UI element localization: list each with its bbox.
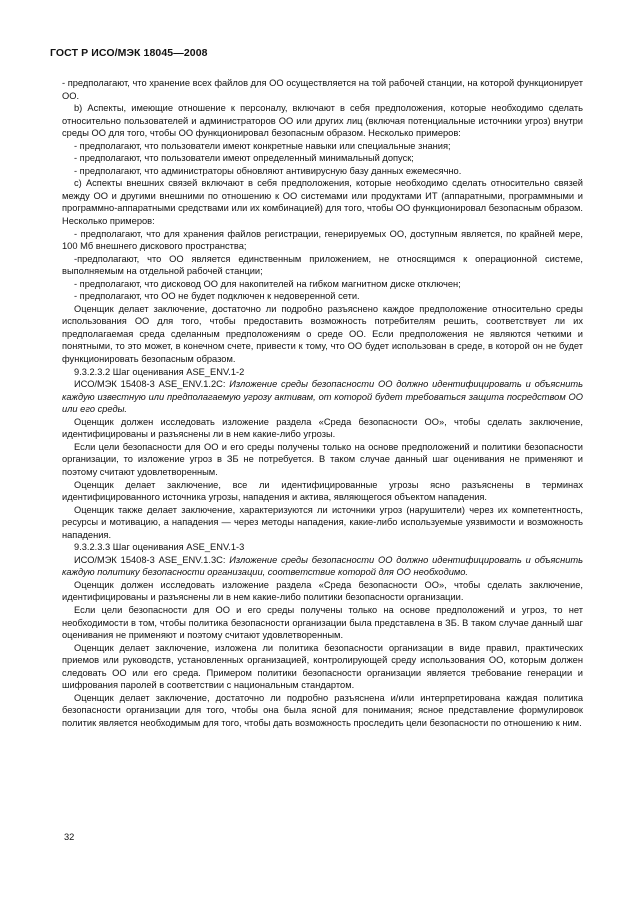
- paragraph: Если цели безопасности для ОО и его среды получены только на основе предположений и угроз, то нет необходимости в том, чтобы политика безопасности организации была представлена в ЗБ. В таком случае данный шаг оценивания не применяют и поэтому считают удовлетворенным.: [62, 604, 583, 641]
- paragraph: Оценщик должен исследовать изложение раздела «Среда безопасности ОО», чтобы сделать заключение, идентифицированы и разъяснены ли в нем какие-либо политики безопасности организации.: [62, 579, 583, 603]
- paragraph: Оценщик делает заключение, достаточно ли подробно разъяснено каждое предположение относительно среды использования ОО для того, чтобы предоставить возможность потребителям решить, соответствует ли их предполагаемая среда сделанным предположениям о среде ОО. Если предположения не являются четкими и понятными, то это может, в конечном счете, привести к тому, что ОО будет использован в среде, в которой он не будет функционировать безопасным образом.: [62, 303, 583, 365]
- paragraph: Оценщик также делает заключение, характеризуются ли источники угроз (нарушители) через их компетентность, ресурсы и мотивацию, а нападения — через методы нападения, какие-либо используемые уязвимости и возможность нападения.: [62, 504, 583, 540]
- paragraph: Если цели безопасности для ОО и его среды получены только на основе предположений и политики безопасности организации, то изложение угроз в ЗБ не потребуется. В таком случае данный шаг оценивания не применяют и поэтому считают удовлетворенным.: [62, 441, 583, 477]
- requirement-ref: ИСО/МЭК 15408-3 ASE_ENV.1.3С:: [74, 554, 230, 565]
- section-heading: 9.3.2.3.2 Шаг оценивания ASE_ENV.1-2: [74, 366, 245, 377]
- list-item: -предполагают, что ОО является единственным приложением, не относящимся к операционной системе, выполняемым на отдельной рабочей станции;: [62, 253, 583, 277]
- page-number: 32: [64, 832, 75, 842]
- paragraph: b) Аспекты, имеющие отношение к персоналу, включают в себя предположения, которые необходимо сделать относительно пользователей и администраторов ОО или других лиц (включая потенциальные источники угроз) внутри среды ОО для того, чтобы ОО функционировал безопасным образом. Несколько примеров:: [62, 103, 583, 139]
- requirement-text: Изложение среды безопасности ОО должно идентифицировать и объяснить каждую политику безопасности организации, соответствие которой для ОО необходимо.: [62, 554, 583, 578]
- list-item: - предполагают, что пользователи имеют конкретные навыки или специальные знания;: [74, 140, 451, 151]
- paragraph: Оценщик должен исследовать изложение раздела «Среда безопасности ОО», чтобы сделать заключение, идентифицированы и разъяснены ли в нем какие-либо угрозы.: [62, 416, 583, 440]
- list-item: - предполагают, что дисковод ОО для накопителей на гибком магнитном диске отключен;: [74, 278, 461, 289]
- paragraph: - предполагают, что хранение всех файлов для ОО осуществляется на той рабочей станции, на которой функционирует ОО.: [62, 78, 583, 101]
- section-heading: 9.3.2.3.3 Шаг оценивания ASE_ENV.1-3: [74, 542, 245, 553]
- standard-requirement: [62, 554, 583, 579]
- paragraph: c) Аспекты внешних связей включают в себя предположения, которые необходимо сделать относительно связей между ОО и другими внешними по отношению к ОО системами или продуктами ИТ (аппаратными, программными и программно-аппаратными средствами или их комбинацией) для того, чтобы ОО функционировал безопасным образом. Несколько примеров:: [62, 178, 583, 227]
- document-header: ГОСТ Р ИСО/МЭК 18045—2008: [50, 47, 208, 59]
- list-item: - предполагают, что администраторы обновляют антивирусную базу данных ежемесячно.: [74, 165, 462, 176]
- paragraph: Оценщик делает заключение, все ли идентифицированные угрозы ясно разъяснены в терминах идентифицированного источника угрозы, нападения и актива, являющегося объектом нападения.: [62, 479, 583, 503]
- standard-requirement: [62, 378, 583, 416]
- requirement-ref: ИСО/МЭК 15408-3 ASE_ENV.1.2С:: [74, 379, 230, 390]
- list-item: - предполагают, что для хранения файлов регистрации, генерируемых ОО, доступным является, по крайней мере, 100 Мб внешнего дискового пространства;: [62, 228, 583, 252]
- paragraph: Оценщик делает заключение, достаточно ли подробно разъяснена и/или интерпретирована каждая политика безопасности организации для того, чтобы она была ясной для понимания; ясное представление формулировок политик является необходимым для того, чтобы дать возможность проследить цели безопасности по отношению к ним.: [62, 692, 583, 728]
- paragraph: Оценщик делает заключение, изложена ли политика безопасности организации в виде правил, практических приемов или руководств, установленных организацией, контролирующей среду использования ОО, которым должен следовать ОО или его среда. Примером политики безопасности организации является требование генерации и шифрования паролей в соответствии с национальным стандартом.: [62, 642, 583, 691]
- document-body: [62, 77, 583, 729]
- requirement-text: Изложение среды безопасности ОО должно идентифицировать и объяснить каждую известную или предполагаемую угрозу активам, от которой будет требоваться защита посредством ОО или его среды.: [62, 379, 583, 415]
- list-item: - предполагают, что ОО не будет подключен к недоверенной сети.: [74, 291, 360, 302]
- list-item: - предполагают, что пользователи имеют определенный минимальный допуск;: [74, 153, 414, 164]
